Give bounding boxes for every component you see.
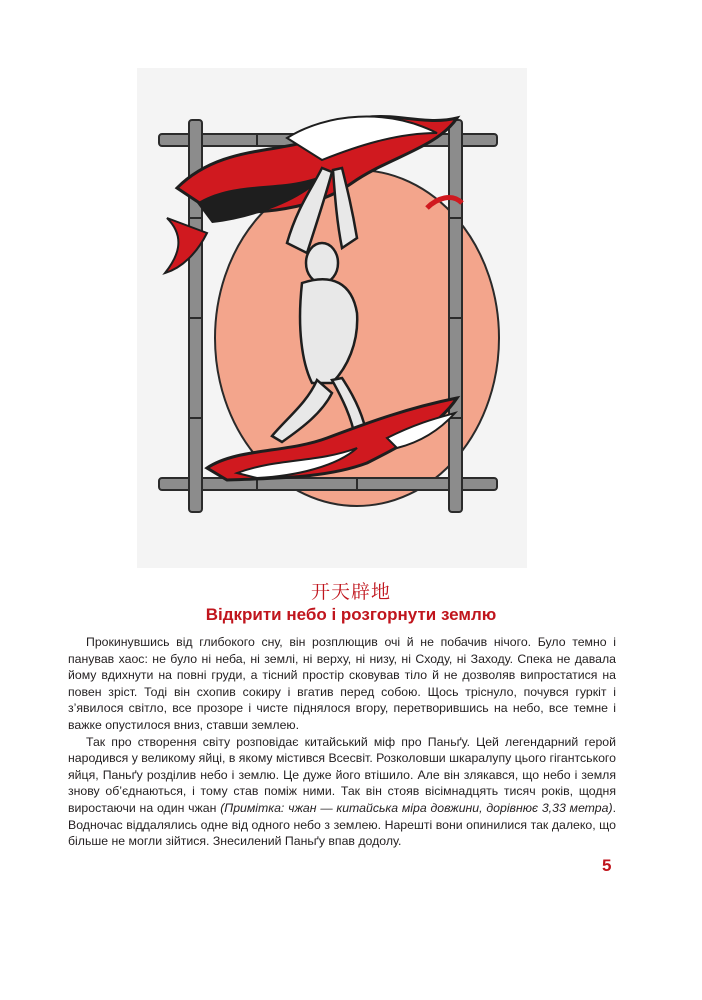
body-text	[68, 634, 616, 850]
pangu-artwork	[137, 68, 527, 568]
paragraph-1: Прокинувшись від глибокого сну, він розплющив очі й не побачив нічого. Було темно і панував хаос: не було ні неба, ні землі, ні верху, ні низу, ні Сходу, ні Заходу. Спека не давала йому вдихнути на повні груди, а тісний простір сковував тіло й не дозволяв випростатися на повен зріст. Тоді він схопив сокиру і вгатив перед собою. Щось тріснуло, почувся гуркіт і з’явилося світло, все прозоре і чисте піднялося вгору, перетворившись на небо, все темне і важке опустилося вниз, ставши землею.	[68, 635, 616, 732]
paragraph-2-start: Так про створення світу розповідає китайський міф про Паньґу. Цей легендарний герой народився у великому яйці, в якому містився Всесвіт. Розколовши шкаралупу цього гігантського яйця, Паньґу розділив небо і землю. Це дуже його втішило. Але він злякався, що небо і земля знову об’єднаються, і тому став поміж ними. Так він стояв вісімнадцять тисяч років, щодня виростаючи на один чжан	[68, 734, 616, 815]
page-number: 5	[602, 856, 612, 875]
pangu-illustration	[137, 68, 527, 568]
paragraph-2	[68, 734, 616, 850]
measurement-note: (Примітка: чжан — китайська міра довжини, дорівнює 3,33 метра)	[220, 800, 613, 815]
ukrainian-title: Відкрити небо і розгорнути землю	[205, 605, 497, 624]
paragraph-2-end: . Водночас віддалялись одне від одного небо з землею. Нарешті вони опинилися так далеко, що більше не могли зійтися. Знесилений Паньґу впав додолу.	[68, 800, 616, 849]
chinese-title: 开天辟地	[310, 581, 391, 603]
